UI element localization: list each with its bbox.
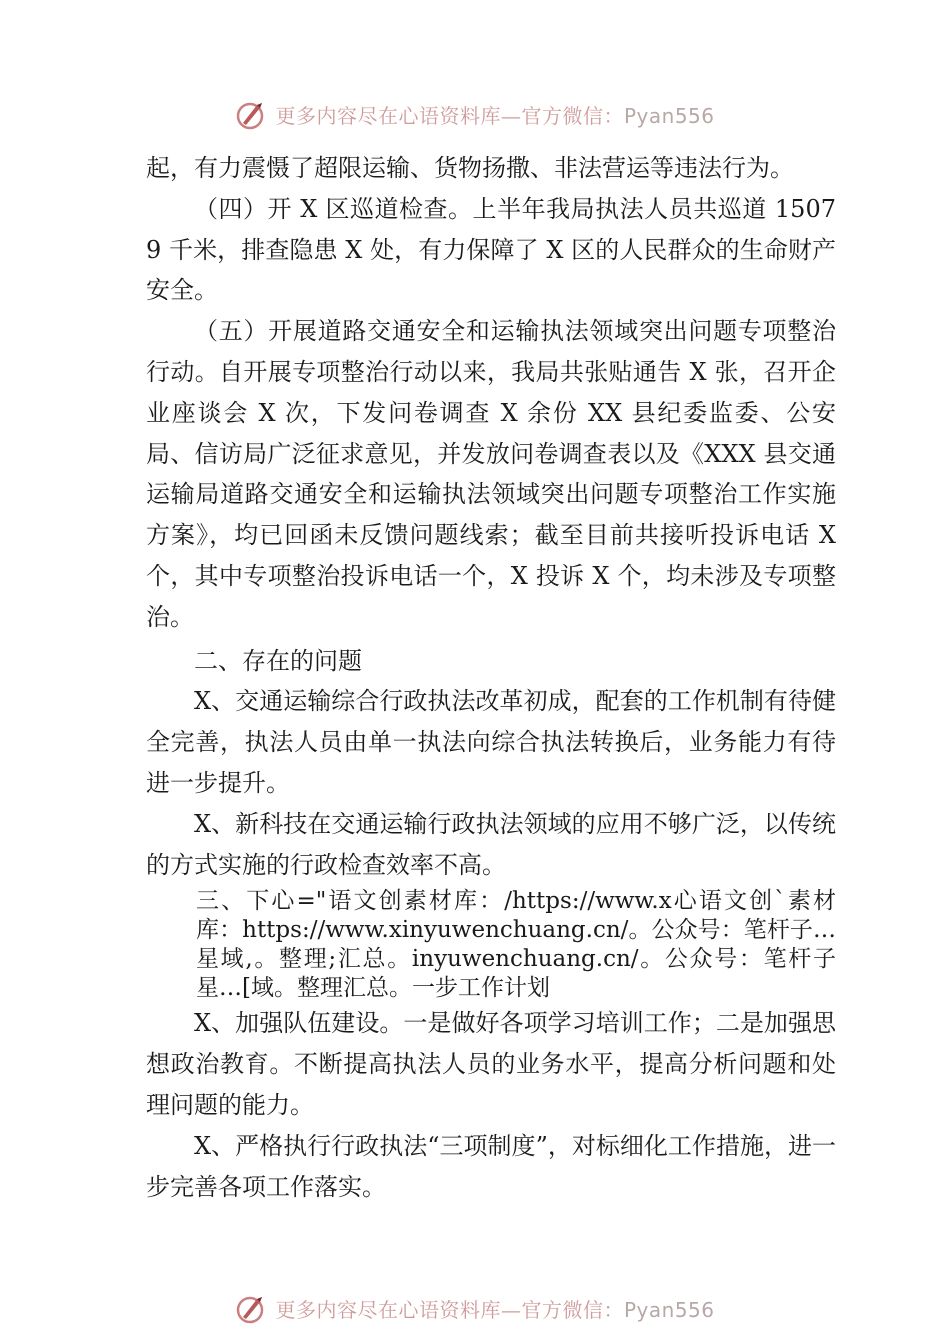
paragraph: X、严格执行行政执法“三项制度”，对标细化工作措施，进一步完善各项工作落实。 xyxy=(146,1131,836,1201)
pen-logo-icon xyxy=(235,1291,269,1325)
paragraph: X、交通运输综合行政执法改革初成，配套的工作机制有待健全完善，执法人员由单一执法向综合执法转换后，业务能力有待进一步提升。 xyxy=(146,687,836,797)
watermark-footer xyxy=(0,1288,950,1328)
paragraph: X、加强队伍建设。一是做好各项学习培训工作；二是加强思想政治教育。不断提高执法人员的业务水平，提高分析问题和处理问题的能力。 xyxy=(146,1009,836,1119)
watermark-text: 更多内容尽在心语资料库—官方微信：Pyan556 xyxy=(275,103,715,128)
paragraph: （五）开展道路交通安全和运输执法领域突出问题专项整治行动。自开展专项整治行动以来，我局共张贴通告 X 张，召开企业座谈会 X 次，下发问卷调查 X 余份 XX 县纪委监委、公安局、信访局广泛征求意见，并发放问卷调查表以及《XXX 县交通运输局道路交通安全和运输执法领域突出问题专项整治工作实施方案》，均已回函未反馈问题线索；截至目前共接听投诉电话 X 个，其中专项整治投诉电话一个，X 投诉 X 个，均未涉及专项整治。 xyxy=(146,317,836,631)
section-heading-garbled: 三、下心="语文创素材库：/https://www.x心语文创`素材库：https://www.xinyuwenchuang.cn/。公众号：笔杆子…星域,。整理;汇总。inyuwenchuang.cn/。公众号：笔杆子星…[域。整理汇总。一步工作计划 xyxy=(196,888,836,1002)
paragraph: （四）开 X 区巡道检查。上半年我局执法人员共巡道 15079 千米，排查隐患 X 处，有力保障了 X 区的人民群众的生命财产安全。 xyxy=(146,194,836,305)
document-body xyxy=(146,148,836,1207)
paragraph: 起，有力震慑了超限运输、货物扬撒、非法营运等违法行为。 xyxy=(146,154,794,182)
watermark-text: 更多内容尽在心语资料库—官方微信：Pyan556 xyxy=(275,1297,715,1322)
section-heading: 二、存在的问题 xyxy=(194,646,362,675)
watermark-header xyxy=(0,94,950,134)
paragraph: X、新科技在交通运输行政执法领域的应用不够广泛，以传统的方式实施的行政检查效率不高。 xyxy=(146,809,836,879)
pen-logo-icon xyxy=(235,97,269,131)
